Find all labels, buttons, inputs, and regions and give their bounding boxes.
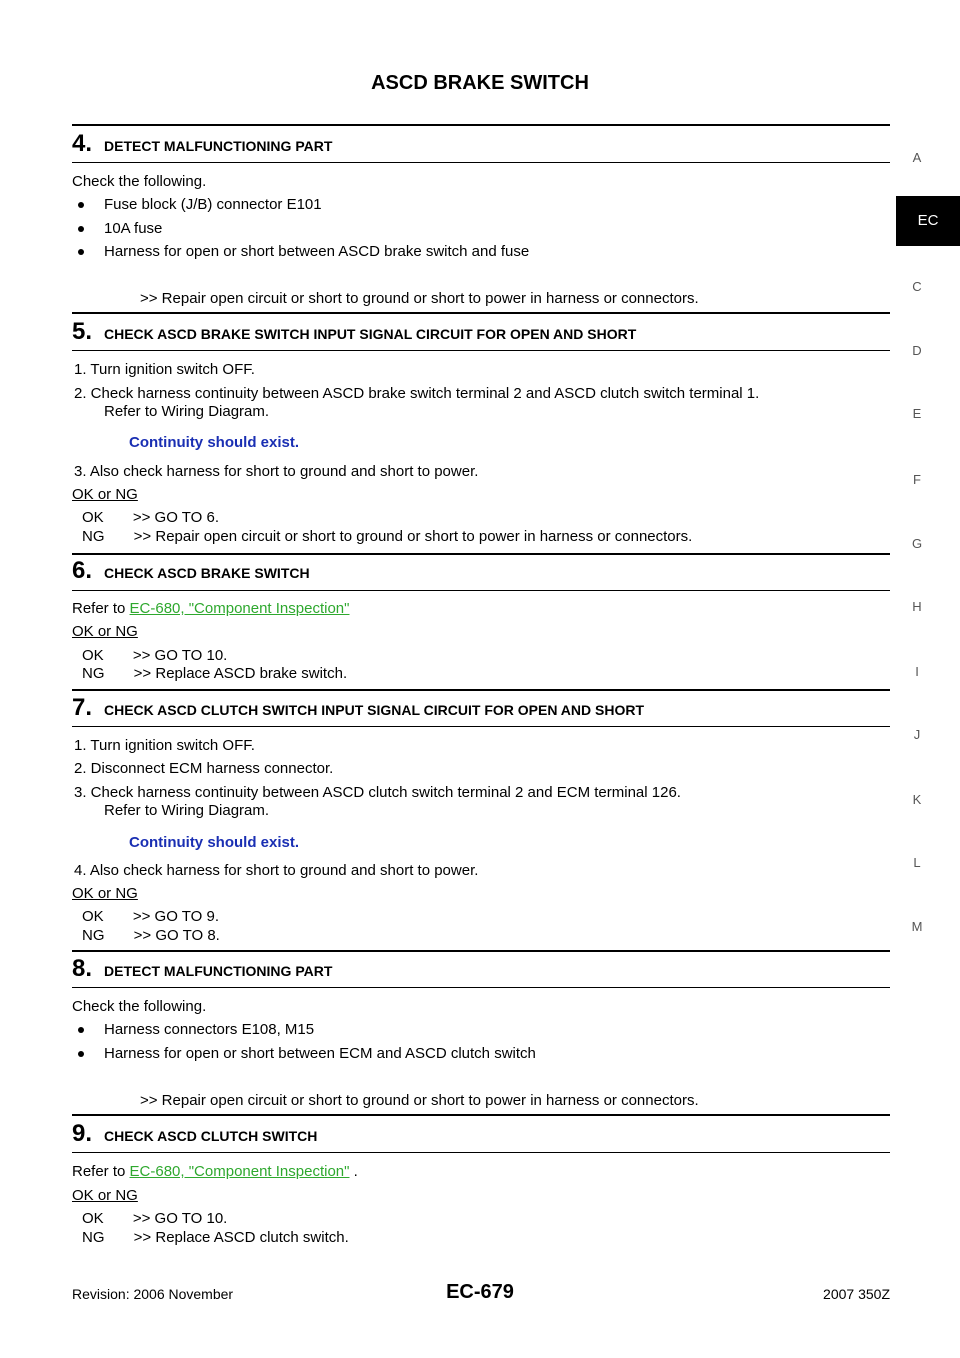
step-number: 9. [72,1120,93,1147]
step-divider-top [72,689,890,691]
component-inspection-link[interactable]: EC-680, "Component Inspection" [129,1163,350,1180]
procedure-item: 2. Check harness continuity between ASCD brake switch terminal 2 and ASCD clutch switch terminal 1. [74,385,760,402]
model-text: 2007 350Z [823,1286,890,1302]
side-tab-g[interactable]: G [911,536,923,551]
step-action: >> Repair open circuit or short to ground or short to power in harness or connectors. [140,1092,699,1109]
side-tab-f[interactable]: F [913,472,921,487]
step-number: 4. [72,130,93,157]
side-tab-h[interactable]: H [912,599,922,614]
ng-result: NG >> Replace ASCD brake switch. [82,665,348,682]
procedure-item-continued: Refer to Wiring Diagram. [104,802,270,819]
step-title: CHECK ASCD CLUTCH SWITCH INPUT SIGNAL CIRCUIT FOR OPEN AND SHORT [104,702,645,718]
procedure-item: 1. Turn ignition switch OFF. [74,737,255,754]
bullet-item: Harness for open or short between ASCD brake switch and fuse [104,243,530,260]
procedure-item: 2. Disconnect ECM harness connector. [74,760,334,777]
step-intro: Check the following. [72,173,207,190]
refer-label: Refer to [72,600,130,617]
procedure-item: 4. Also check harness for short to ground and short to power. [74,862,479,879]
procedure-item: 1. Turn ignition switch OFF. [74,361,255,378]
side-tab-e[interactable]: E [912,406,922,421]
refer-text [72,1163,358,1180]
bullet-item: Fuse block (J/B) connector E101 [104,196,322,213]
ng-result: NG >> Repair open circuit or short to ground or short to power in harness or connectors. [82,528,693,545]
step-title: DETECT MALFUNCTIONING PART [104,138,333,154]
side-tab-d[interactable]: D [912,343,922,358]
step-divider-top [72,312,890,314]
refer-text [72,600,349,617]
ok-or-ng-label: OK or NG [72,1187,138,1204]
step-divider-bottom [72,590,890,591]
step-title: CHECK ASCD BRAKE SWITCH [104,565,310,581]
step-title: DETECT MALFUNCTIONING PART [104,963,333,979]
step-title: CHECK ASCD CLUTCH SWITCH [104,1128,318,1144]
step-divider-bottom [72,987,890,988]
side-tab-j[interactable]: J [913,727,921,742]
side-tab-a[interactable]: A [912,150,922,165]
bullet-item: Harness connectors E108, M15 [104,1021,315,1038]
bullet-icon [78,249,84,255]
side-tab-m[interactable]: M [911,919,923,934]
continuity-note: Continuity should exist. [129,434,300,451]
bullet-icon [78,226,84,232]
step-intro: Check the following. [72,998,207,1015]
ok-result: OK >> GO TO 10. [82,647,228,664]
step-divider-bottom [72,1152,890,1153]
side-tab-i[interactable]: I [915,664,919,679]
side-tab-c[interactable]: C [912,279,922,294]
procedure-item: 3. Check harness continuity between ASCD clutch switch terminal 2 and ECM terminal 126. [74,784,681,801]
procedure-item-continued: Refer to Wiring Diagram. [104,403,270,420]
step-title: CHECK ASCD BRAKE SWITCH INPUT SIGNAL CIRCUIT FOR OPEN AND SHORT [104,326,637,342]
procedure-item: 3. Also check harness for short to ground and short to power. [74,463,479,480]
ok-result: OK >> GO TO 9. [82,908,219,925]
step-divider-top [72,1114,890,1116]
step-number: 6. [72,557,93,584]
step-divider-top [72,124,890,126]
step-divider-bottom [72,726,890,727]
page-number: EC-679 [446,1281,514,1303]
bullet-item: Harness for open or short between ECM and ASCD clutch switch [104,1045,536,1062]
ok-result: OK >> GO TO 6. [82,509,219,526]
continuity-note: Continuity should exist. [129,834,300,851]
ok-or-ng-label: OK or NG [72,486,138,503]
page-title: ASCD BRAKE SWITCH [371,72,589,94]
step-number: 5. [72,318,93,345]
step-divider-bottom [72,162,890,163]
refer-end: . [349,1163,358,1180]
step-number: 7. [72,694,93,721]
bullet-item: 10A fuse [104,220,163,237]
ok-or-ng-label: OK or NG [72,623,138,640]
bullet-icon [78,1051,84,1057]
side-tab-ec-active[interactable]: EC [896,196,960,246]
refer-label: Refer to [72,1163,130,1180]
side-tab-k[interactable]: K [912,792,922,807]
step-number: 8. [72,955,93,982]
ok-or-ng-label: OK or NG [72,885,138,902]
bullet-icon [78,202,84,208]
step-divider-bottom [72,350,890,351]
step-divider-top [72,950,890,952]
bullet-icon [78,1027,84,1033]
ok-result: OK >> GO TO 10. [82,1210,228,1227]
side-tab-l[interactable]: L [913,855,921,870]
component-inspection-link[interactable]: EC-680, "Component Inspection" [129,600,350,617]
ng-result: NG >> GO TO 8. [82,927,220,944]
ng-result: NG >> Replace ASCD clutch switch. [82,1229,349,1246]
step-divider-top [72,553,890,555]
revision-text: Revision: 2006 November [72,1286,234,1302]
step-action: >> Repair open circuit or short to ground or short to power in harness or connectors. [140,290,699,307]
